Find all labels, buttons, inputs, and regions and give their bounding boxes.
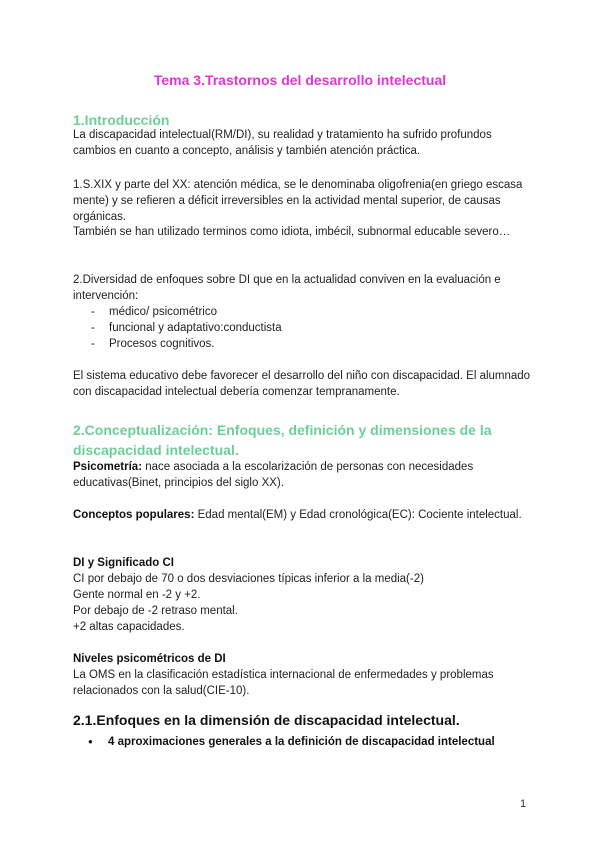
bullet-item bbox=[88, 736, 495, 748]
psicometria-label: Psicometría: bbox=[73, 461, 143, 473]
document-title: Tema 3.Trastornos del desarrollo intelectual bbox=[153, 72, 447, 88]
di-subheading: DI y Significado CI bbox=[73, 557, 174, 569]
list-item-text: funcional y adaptativo:conductista bbox=[109, 322, 282, 334]
niveles-paragraph: La OMS en la clasificación estadística internacional de enfermedades y problemas relacionados con la salud(CIE-10). bbox=[73, 669, 494, 698]
section-heading-introduccion: 1.Introducción bbox=[73, 112, 170, 128]
list-item-text: Procesos cognitivos. bbox=[109, 338, 215, 350]
di-line: CI por debajo de 70 o dos desviaciones típicas inferior a la media(-2) bbox=[73, 573, 424, 585]
page-number: 1 bbox=[520, 798, 527, 810]
conceptos-label: Conceptos populares: bbox=[73, 509, 195, 521]
di-line: Por debajo de -2 retraso mental. bbox=[73, 605, 238, 617]
list-dash-marker: - bbox=[91, 338, 95, 350]
niveles-subheading: Niveles psicométricos de DI bbox=[73, 653, 226, 665]
conceptos-text: Edad mental(EM) y Edad cronológica(EC): Cociente intelectual. bbox=[194, 509, 522, 521]
di-line: +2 altas capacidades. bbox=[73, 621, 185, 633]
bullet-text: 4 aproximaciones generales a la definición de discapacidad intelectual bbox=[108, 736, 495, 748]
list-item-text: médico/ psicométrico bbox=[109, 306, 218, 318]
subsection-heading-enfoques: 2.1.Enfoques en la dimensión de discapacidad intelectual. bbox=[73, 712, 460, 728]
list-dash-marker: - bbox=[91, 306, 95, 318]
psicometria-paragraph bbox=[73, 459, 533, 491]
section-heading-conceptualizacion bbox=[73, 420, 492, 460]
intro-paragraph-1: La discapacidad intelectual(RM/DI), su realidad y tratamiento ha sufrido profundos cambios en cuanto a concepto, análisis y también atención práctica. bbox=[73, 129, 492, 158]
di-line: Gente normal en -2 y +2. bbox=[73, 589, 201, 601]
list-item bbox=[91, 320, 282, 336]
intro-paragraph-5: El sistema educativo debe favorecer el desarrollo del niño con discapacidad. El alumnado con discapacidad intelectual debería comenzar tempranamente. bbox=[73, 370, 531, 399]
list-item bbox=[91, 336, 214, 352]
heading-line-1: 2.Conceptualización: Enfoques, definición y dimensiones de la bbox=[73, 422, 492, 438]
intro-paragraph-2: 1.S.XIX y parte del XX: atención médica, se le denominaba oligofrenia(en griego escasa mente) y se refieren a déficit irreversibles en la actividad mental superior, de causas orgánicas. bbox=[73, 179, 523, 224]
psicometria-text: nace asociada a la escolarización de personas con necesidades educativas(Binet, principios del siglo XX). bbox=[73, 461, 474, 490]
bullet-dot-marker: ● bbox=[88, 737, 93, 747]
list-item bbox=[91, 304, 217, 320]
intro-paragraph-3: También se han utilizado terminos como idiota, imbécil, subnormal educable severo… bbox=[73, 226, 511, 238]
intro-paragraph-4: 2.Diversidad de enfoques sobre DI que en la actualidad conviven en la evaluación e intervención: bbox=[73, 274, 501, 303]
list-dash-marker: - bbox=[91, 322, 95, 334]
heading-line-2: discapacidad intelectual. bbox=[73, 442, 239, 458]
conceptos-paragraph bbox=[73, 507, 533, 523]
